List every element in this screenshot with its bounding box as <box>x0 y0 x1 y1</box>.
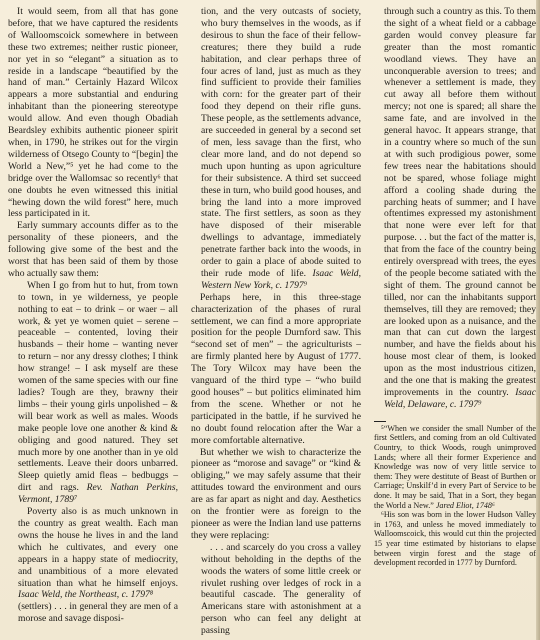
quote-weld-settlers-text: tion, and the very outcasts of society, who bury themselves in the woods, as if desirous to shun the face of their fellow-creatures; there they build a rude habitation, and clear perhaps three of four acres of land, just as much as they find sufficient to provide their families with corn: for the greater part of their food they depend on their rifle guns. These people, as the settlements advance, are succeeded in general by a second set of men, less savage than the first, who clear more land, and do not depend so much upon hunting as upon agriculture for their subsistence. A third set succeed these in turn, who build good houses, and bring the land into a more improved state. The first settlers, as soon as they have disposed of their miserable dwellings to advantage, immediately penetrate farther back into the woods, in order to gain a place of abode suited to their rude mode of life. <box>201 6 361 279</box>
footnote-5 <box>374 424 536 510</box>
paragraph-three-stages: Perhaps here, in this three-stage characterization of the phases of rural settlement, we can find a more appropriate position for the people Durnford saw. This “second set of men” – the agriculturists – are firmly planted here by August of 1777. The Tory Wilcox may have been the vanguard of the third type – “who build good houses” – but politics eliminated him from the scene. Whether or not he participated in the battle, if he survived he no doubt found relocation after the War a more comfortable alternative. <box>191 291 361 446</box>
quote-weld-settlers-start: (settlers) . . . in general they are men of a morose and savage disposi- <box>18 601 178 625</box>
column-left <box>8 6 178 625</box>
quote-perkins-citation: Rev. Nathan Perkins, Vermont, 1789⁷ <box>18 482 178 506</box>
quote-weld-trees <box>374 6 536 411</box>
footnote-6: ⁶His son was born in the lower Hudson Valley in 1763, and unless he moved immediately to Walloomscoick, this would cut thin the projected 15 year time estimated by historians to elapse between virgin forest and the stage of development recorded in 1777 by Durnford. <box>374 510 536 568</box>
quote-weld-trees-citation: Isaac Weld, Delaware, c. 1797⁹ <box>384 387 536 410</box>
paragraph-aesthetics: But whether we wish to characterize the pioneer as “morose and savage” or “kind & obliging,” we may safely assume that their attitudes toward the environment and ours are as far apart as night and day. Aesthetics on the frontier were as foreign to the pioneer as were the Indian land use patterns they were replacing: <box>191 446 361 541</box>
column-middle <box>191 6 361 637</box>
footnote-5-citation: Jared Eliot, 1748⁶ <box>435 500 495 510</box>
quote-weld-northeast-citation: Isaac Weld, the Northeast, c. 1797⁸ <box>18 589 154 601</box>
quote-perkins-text: When I go from hut to hut, from town to town, in ye wilderness, ye people nothing to eat – to drink – or waer – all work, & yet ye women quiet – serene – peaceable – contented, loving their husbands – their home – wanting never to return – nor any dressy clothes; I think how strange! – I ask myself are these women of the same species with our fine ladies? Tough are they, brawny their limbs – their young girls unpolished – & will bear work as well as males. Woods make people love one another & kind & obliging and good natured. They set much more by one another than in ye old settlements. Leave their doors unbarred. Sleep quietly amid fleas – bedbuggs – dirt and rags. <box>18 279 178 494</box>
paragraph-accounts: Early summary accounts differ as to the personality of these pioneers, and the following give some of the best and the worst that has been said of them by those who actually saw them: <box>8 220 178 279</box>
quote-weld-trees-start: . . . and scarcely do you cross a valley without beholding in the depths of the woods the waters of some little creek or rivulet rushing over ledges of rock in a beautiful cascade. The generality of Americans stare with astonishment at a person who can feel any delight at passing <box>201 541 361 637</box>
footnote-5-text: ⁵“When we consider the small Number of the first Settlers, and coming from an old Cultivated Country, to thick Woods, rough unimproved Lands; where all their former Experience and Knowledge was now of very little service to them: They were destitute of Beast of Burthen or Carriage; Unskilf’d in every Part of Service to be done. It may be said, That in a Sort, they began the World a New.” <box>374 423 536 510</box>
quote-weld-northeast <box>8 506 178 601</box>
quote-perkins <box>8 280 178 506</box>
quote-weld-trees-text: through such a country as this. To them the sight of a wheat field or a cabbage garden would convey pleasure far greater than the most romantic woodland views. They have an unconquerable aversion to trees; and whenever a settlement is made, they cut away all before them without mercy; not one is spared; all share the same fate, and are involved in the general havoc. It appears strange, that in a country where so much of the sun at with such prodigious power, some few trees near the habitations should not be spared, whose foliage might afford a cooling shade during the parching heats of summer; and I have oftentimes expressed my astonishment that none were ever left for that purpose. . . but the fact of the matter is, that from the face of the country being entirely overspread with trees, the eyes of the people become satiated with the sight of them. The ground cannot be tilled, nor can the inhabitants support themselves, till they are removed; they are looked upon as a nuisance, and the man that can cut down the largest number, and have the fields about his house most clear of them, is looked upon as the most industrious citizen, and the one that is making the greatest improvements in the country. <box>384 6 536 398</box>
page-binding-edge <box>536 0 540 640</box>
column-right <box>374 6 536 568</box>
quote-weld-settlers-citation: Isaac Weld, Western New York, c. 1797⁹ <box>201 267 361 291</box>
quote-weld-northeast-text: Poverty also is as much unknown in the country as great wealth. Each man owns the house he lives in and the land which he cultivates, and every one appears in a happy state of mediocrity, and unambitious of a more elevated situation than what he himself enjoys. <box>18 506 178 589</box>
quote-weld-settlers <box>191 6 361 292</box>
paragraph-intro: It would seem, from all that has gone before, that we have captured the residents of Walloomscoick somewhere in between these two extremes; neither rustic pioneer, nor yet in so “elegant” a situation as to reside in a landscape “beautified by the hand of man.” Certainly Hazard Wilcox appears a more substantial and enduring inhabitant than the pioneering stereotype would allow. And even though Obadiah Beardsley exhibits authentic pioneer spirit when, in 1790, he strikes out for the virgin wilderness of Otsego County to “[begin] the World a New,”⁵ yet he had come to the bridge over the Wallomsac so recently⁶ that one doubts he even witnessed this initial “hewing down the wild forest” here, much less participated in it. <box>8 6 178 220</box>
footnote-divider <box>374 421 386 422</box>
footnotes <box>374 421 536 568</box>
